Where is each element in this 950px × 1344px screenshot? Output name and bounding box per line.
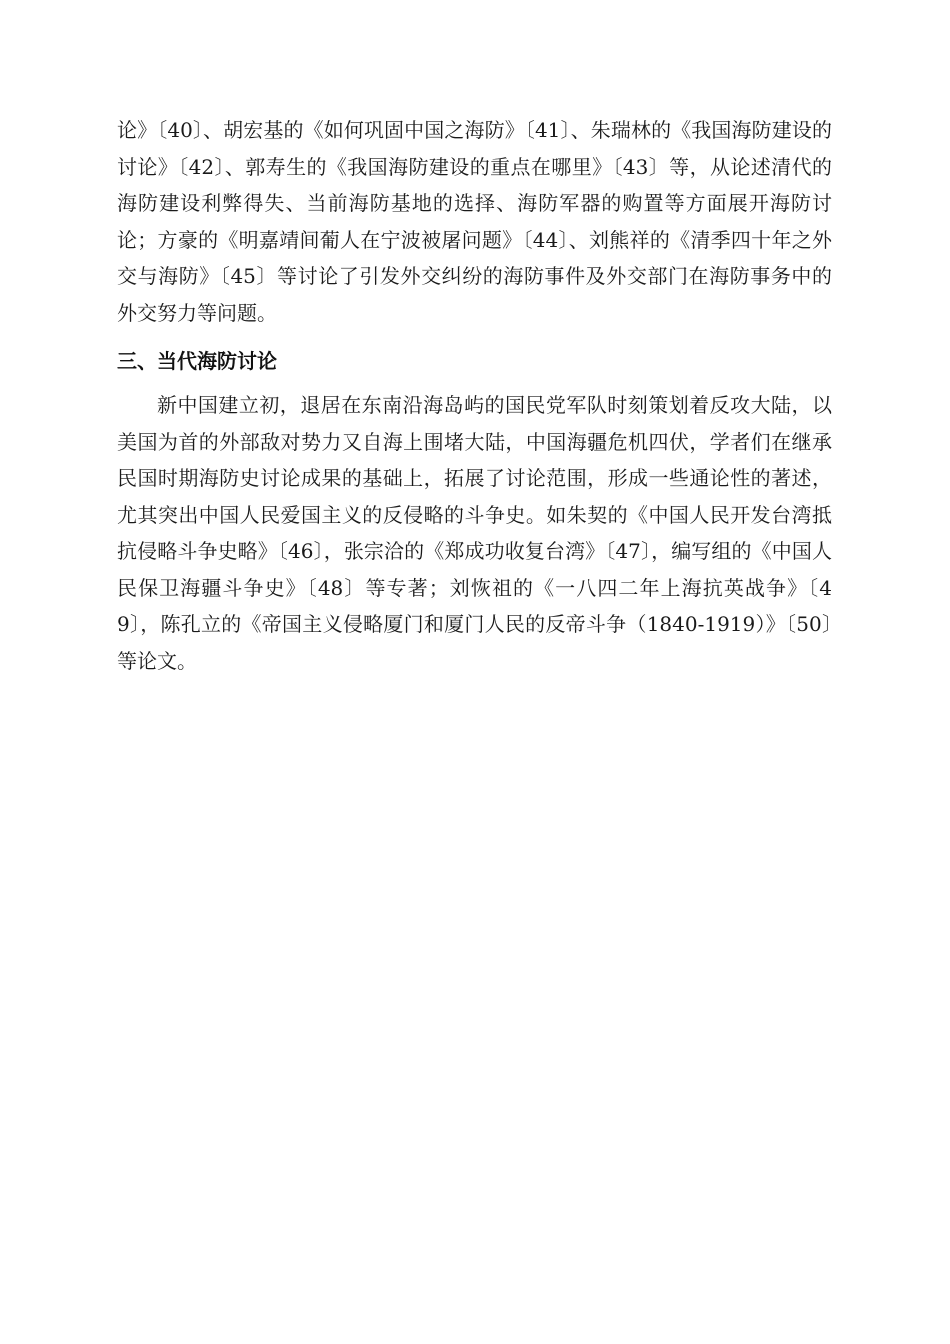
section-heading: 三、当代海防讨论 [117, 349, 277, 373]
paragraph-continued: 论》〔40〕、胡宏基的《如何巩固中国之海防》〔41〕、朱瑞林的《我国海防建设的讨论》〔42〕、郭寿生的《我国海防建设的重点在哪里》〔43〕等，从论述清代的海防建设利弊得失、当前海防基地的选择、海防军器的购置等方面展开海防讨论；方豪的《明嘉靖间葡人在宁波被屠问题》〔44〕、刘熊祥的《清季四十年之外交与海防》〔45〕等讨论了引发外交纠纷的海防事件及外交部门在海防事务中的外交努力等问题。 [117, 118, 832, 325]
paragraph-contemporary-discussion: 新中国建立初，退居在东南沿海岛屿的国民党军队时刻策划着反攻大陆，以美国为首的外部敌对势力又自海上围堵大陆，中国海疆危机四伏，学者们在继承民国时期海防史讨论成果的基础上，拓展了讨论范围，形成一些通论性的著述，尤其突出中国人民爱国主义的反侵略的斗争史。如朱契的《中国人民开发台湾抵抗侵略斗争史略》〔46〕，张宗洽的《郑成功收复台湾》〔47〕，编写组的《中国人民保卫海疆斗争史》〔48〕等专著；刘恢祖的《一八四二年上海抗英战争》〔49〕，陈孔立的《帝国主义侵略厦门和厦门人民的反帝斗争（1840-1919）》〔50〕等论文。 [117, 393, 832, 673]
document-body [117, 112, 832, 679]
